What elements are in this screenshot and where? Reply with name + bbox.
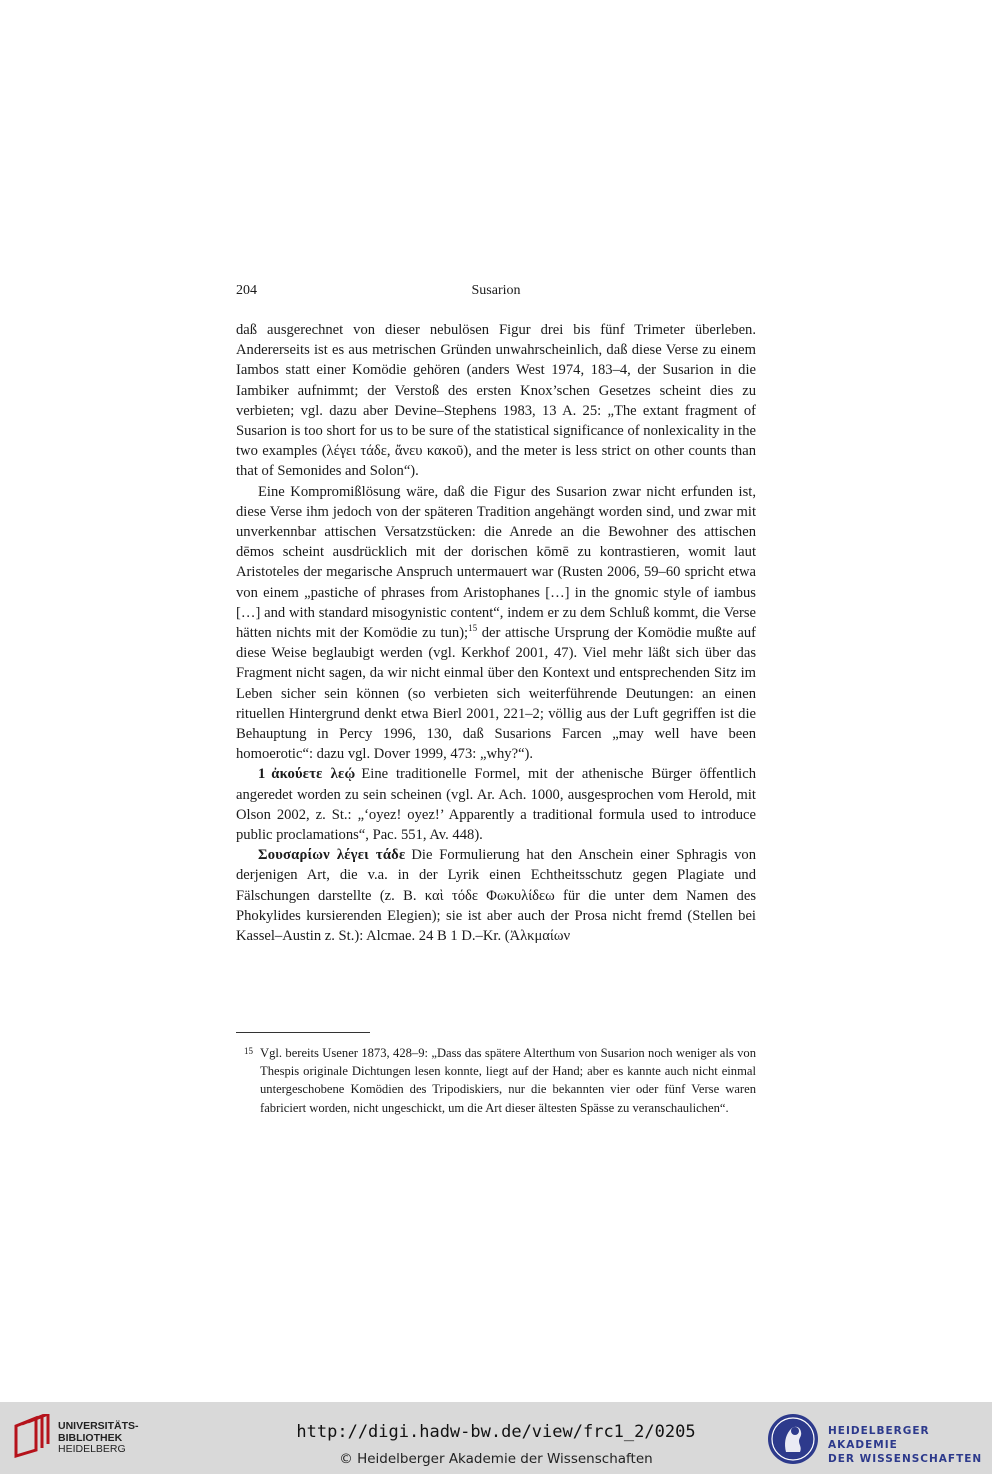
hadw-line-1: HEIDELBERGER AKADEMIE xyxy=(828,1425,930,1451)
commentary-lemma-1 xyxy=(236,764,756,845)
page-header xyxy=(236,283,756,303)
hadw-line-2: DER WISSENSCHAFTEN xyxy=(828,1453,983,1465)
paragraph-2 xyxy=(236,482,756,765)
ub-line-3: HEIDELBERG xyxy=(58,1443,126,1455)
lemma-1-commentary: Eine traditionelle Formel, mit der athenische Bürger öffentlich angeredet worden zu sein scheinen (vgl. Ar. Ach. 1000, ausgesprochen vom Herold, mit Olson 2002, z. St.: „‘oyez! oyez!’ Apparently a traditional formula used to introduce public proclamations“, Pac. 551, Av. 448). xyxy=(236,766,756,844)
body-text xyxy=(236,320,756,946)
hadw-seal-icon xyxy=(766,1412,820,1466)
running-title: Susarion xyxy=(471,283,521,298)
footnote-reference[interactable]: 15 xyxy=(468,623,478,634)
footnote-rule xyxy=(236,1032,370,1033)
permalink-url[interactable]: http://digi.hadw-bw.de/view/frc1_2/0205 xyxy=(296,1422,696,1442)
footnote xyxy=(236,1044,756,1117)
lemma-2-commentary: Die Formulierung hat den Anschein einer Sphragis von derjenigen Art, die v.a. in der Lyrik einen Echtheitsschutz gegen Plagiate und Fälschungen darstellte (z. B. καὶ τόδε Φωκυλίδεω für die unter dem Namen des Phokylides kursierenden Elegien); sie ist aber auch der Prosa nicht fremd (Stellen bei Kassel–Austin z. St.): Alcmae. 24 B 1 D.–Kr. (Ἀλκμαίων xyxy=(236,847,756,945)
lemma-greek: Σουσαρίων λέγει τάδε xyxy=(258,847,406,864)
paragraph-2-part-2: der attische Ursprung der Komödie mußte auf diese Weise beglaubigt werden (vgl. Kerkhof 2001, 47). Viel mehr läßt sich über das Fragment nicht sagen, da wir nicht einmal über den Kontext und entsprechenden Sitz im Leben sicher sein können (so verbieten sich weiterführende Deutungen: an einen rituellen Hintergrund denkt etwa Bierl 2001, 221–2; völlig aus der Luft gegriffen ist die Behauptung in Percy 1996, 130, daß Susarions Farcen „may well have been homoerotic“: dazu vgl. Dover 1999, 473: „why?“). xyxy=(236,625,756,763)
footnote-text: Vgl. bereits Usener 1873, 428–9: „Dass das spätere Alterthum von Susarion noch weniger als von Thespis originale Dichtungen lesen konnte, liegt auf der Hand; aber es kannte auch nicht einmal untergeschobene Komödien des Tripodiskiers, nur die bekannten vier oder fünf Verse waren fabriciert worden, nicht ungeschickt, um die Art dieser ältesten Spässe zu veranschaulichen“. xyxy=(260,1046,756,1115)
lemma-line-number: 1 xyxy=(258,766,266,783)
ub-line-2: BIBLIOTHEK xyxy=(58,1431,123,1444)
footer-bar xyxy=(0,1402,992,1474)
page-number: 204 xyxy=(236,283,257,298)
hadw-logo[interactable] xyxy=(764,1410,984,1468)
ub-line-1: UNIVERSITÄTS- xyxy=(58,1420,139,1432)
footnote-number: 15 xyxy=(244,1046,253,1056)
commentary-lemma-2 xyxy=(236,845,756,946)
paragraph-2-part-1: Eine Kompromißlösung wäre, daß die Figur des Susarion zwar nicht erfunden ist, diese Verse ihm jedoch von der späteren Tradition angehängt worden sind, und zwar mit unverkennbar attischen Versatzstücken: die Anrede an die Bewohner des attischen dēmos scheint ausdrücklich mit der dorischen kōmē zu kontrastieren, womit laut Aristoteles der megarische Anspruch untermauert war (Rusten 2006, 59–60 spricht etwa von einem „pastiche of phrases from Aristophanes […] in the gnomic style of iambus […] and with standard misogynistic content“, indem er zu dem Schluß kommt, die Verse hätten nichts mit der Komödie zu tun); xyxy=(236,483,756,642)
lemma-greek: ἀκούετε λεῴ xyxy=(271,766,356,783)
paragraph-1: daß ausgerechnet von dieser nebulösen Figur drei bis fünf Trimeter überleben. Andererseits ist es aus metrischen Gründen unwahrscheinlich, daß diese Verse zu einem Iambos statt einer Komödie gehören (anders West 1974, 183–4, der Susarion in die Iambiker aufnimmt; der Verstoß des ersten Knox’schen Gesetzes scheint dies zu verbieten; vgl. dazu aber Devine–Stephens 1983, 13 A. 25: „The extant fragment of Susarion is too short for us to be sure of the statistical significance of nonlexicality in the two examples (λέγει τάδε, ἄνευ κακοῦ), and the meter is less strict on other counts than that of Semonides and Solon“). xyxy=(236,322,756,480)
copyright-notice: © Heidelberger Akademie der Wissenschaften xyxy=(339,1451,653,1467)
hadw-logo-text xyxy=(828,1424,984,1466)
